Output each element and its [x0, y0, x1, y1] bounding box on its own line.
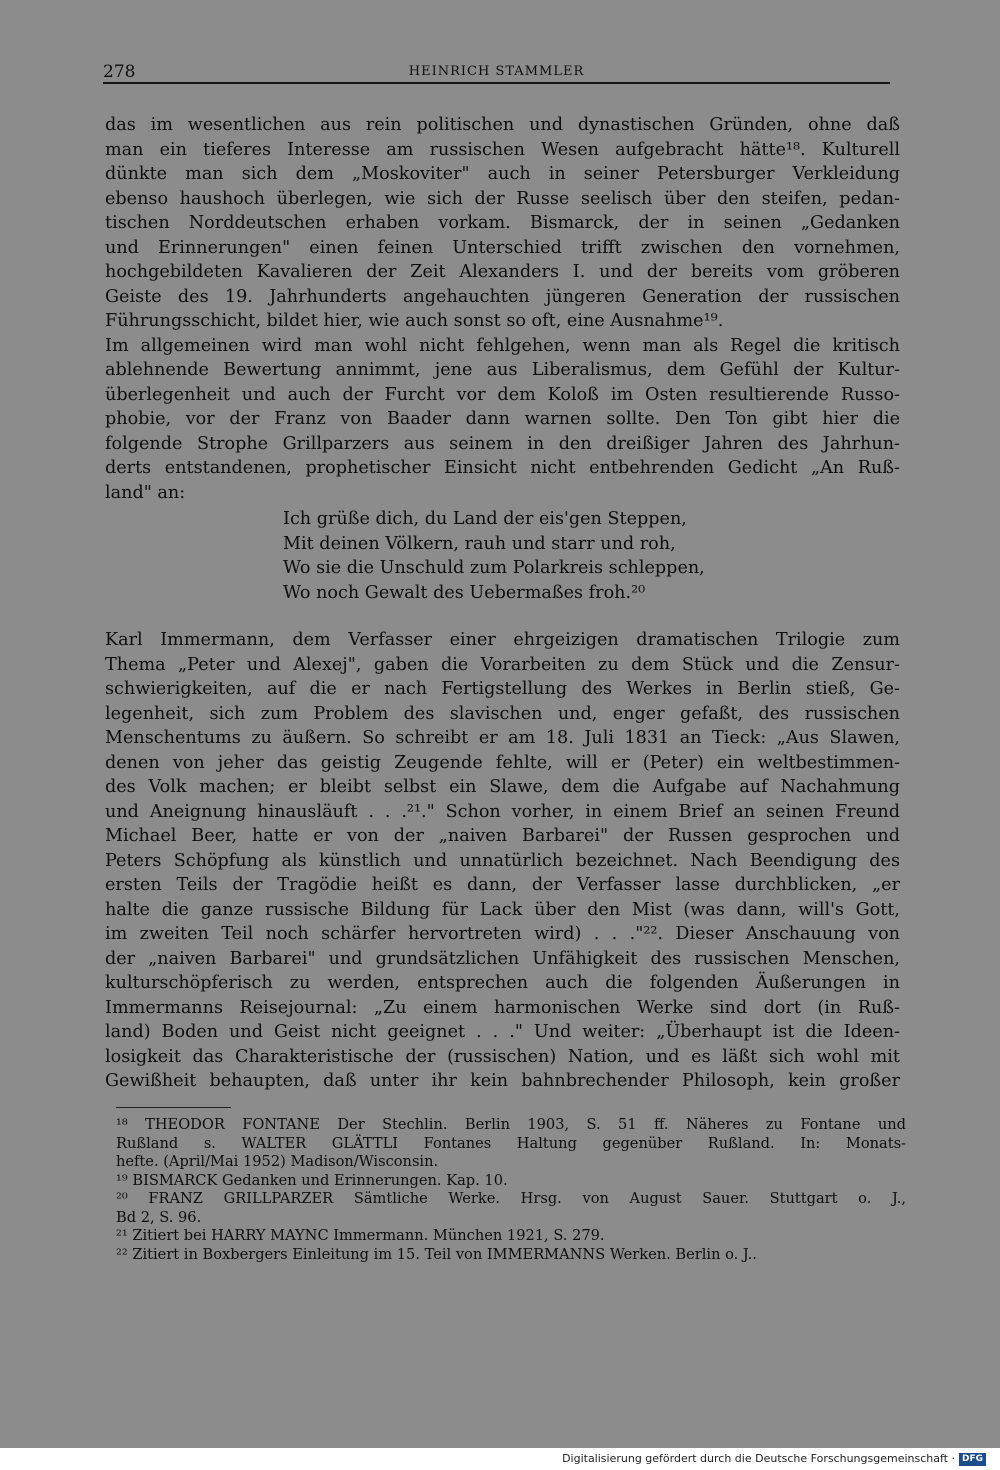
text-line: land) Boden und Geist nicht geeignet . . ." Und weiter: „Überhaupt ist die Ideen- — [105, 1022, 900, 1042]
footnote-line: ²¹ Zitiert bei HARRY MAYNC Immermann. München 1921, S. 279. — [116, 1227, 605, 1244]
text-line: denen von jeher das geistig Zeugende fehlte, will er (Peter) ein weltbestimmen- — [105, 752, 900, 773]
footnotes — [116, 1116, 906, 1264]
text-line: im zweiten Teil noch schärfer hervortreten wird) . . ."²². Dieser Anschauung von — [105, 924, 900, 944]
text-line: schwierigkeiten, auf die er nach Fertigstellung des Werkes in Berlin stieß, Ge- — [105, 679, 900, 699]
text-line: und Aneignung hinausläuft . . .²¹." Schon vorher, in einem Brief an seinen Freund — [105, 801, 900, 822]
text-line: Im allgemeinen wird man wohl nicht fehlgehen, wenn man als Regel die kritisch — [105, 335, 900, 356]
footnote-line: Rußland s. WALTER GLÄTTLI Fontanes Haltung gegenüber Rußland. In: Monats- — [116, 1134, 906, 1152]
text-line: Thema „Peter und Alexej", gaben die Vorarbeiten zu dem Stück und die Zensur- — [105, 654, 900, 675]
text-line: überlegenheit und auch der Furcht vor dem Koloß im Osten resultierende Russo- — [105, 384, 900, 405]
footnote-divider — [116, 1107, 231, 1108]
text-line: losigkeit das Charakteristische der (russischen) Nation, und es läßt sich wohl mit — [105, 1046, 900, 1067]
text-line: und Erinnerungen" einen feinen Unterschied trifft zwischen den vornehmen, — [105, 237, 900, 258]
text-line: ebenso haushoch überlegen, wie sich der Russe seelisch über den steifen, pedan- — [105, 188, 900, 209]
verse-line: Wo noch Gewalt des Uebermaßes froh.²⁰ — [283, 582, 646, 603]
text-line: das im wesentlichen aus rein politischen und dynastischen Gründen, ohne daß — [105, 115, 900, 135]
text-line: tischen Norddeutschen erhaben vorkam. Bismarck, der in seinen „Gedanken — [105, 213, 900, 233]
footnote-line: ¹⁸ THEODOR FONTANE Der Stechlin. Berlin 1903, S. 51 ff. Näheres zu Fontane und — [116, 1116, 906, 1133]
text-line: Menschentums zu äußern. So schreibt er am 18. Juli 1831 an Tieck: „Aus Slawen, — [105, 728, 900, 748]
text-line: legenheit, sich zum Problem des slavischen und, enger gefaßt, des russischen — [105, 703, 900, 724]
credit-text: Digitalisierung gefördert durch die Deutsche Forschungsgemeinschaft · — [562, 1452, 955, 1465]
text-line: derts entstandenen, prophetischer Einsicht nicht entbehrenden Gedicht „An Ruß- — [105, 458, 900, 478]
text-line: des Volk machen; er bleibt selbst ein Slawe, dem die Aufgabe auf Nachahmung — [105, 777, 900, 797]
text-line: Geiste des 19. Jahrhunderts angehauchten jüngeren Generation der russischen — [105, 286, 900, 307]
paragraph-block-1 — [105, 113, 900, 505]
text-line: man ein tieferes Interesse am russischen Wesen aufgebracht hätte¹⁸. Kulturell — [105, 139, 900, 160]
text-line: ablehnende Bewertung annimmt, jene aus Liberalismus, dem Gefühl der Kultur- — [105, 360, 900, 380]
page-number: 278 — [103, 62, 136, 82]
text-line: Führungsschicht, bildet hier, wie auch sonst so oft, eine Ausnahme¹⁹. — [105, 311, 724, 331]
footnote-line: ²⁰ FRANZ GRILLPARZER Sämtliche Werke. Hrsg. von August Sauer. Stuttgart o. J., — [116, 1190, 906, 1207]
text-line: ersten Teils der Tragödie heißt es dann, der Verfasser lasse durchblicken, „er — [105, 875, 900, 895]
text-line: dünkte man sich dem „Moskoviter" auch in seiner Petersburger Verkleidung — [105, 164, 900, 184]
text-line: hochgebildeten Kavalieren der Zeit Alexanders I. und der bereits vom gröberen — [105, 262, 900, 282]
footnote-line: hefte. (April/Mai 1952) Madison/Wisconsin. — [116, 1153, 439, 1170]
text-line: kulturschöpferisch zu werden, entsprechen auch die folgenden Äußerungen in — [105, 973, 900, 993]
footnote-line: ²² Zitiert in Boxbergers Einleitung im 15. Teil von IMMERMANNS Werken. Berlin o. J.. — [116, 1245, 757, 1263]
text-line: folgende Strophe Grillparzers aus seinem in den dreißiger Jahren des Jahrhun- — [105, 433, 900, 454]
text-line: phobie, vor der Franz von Baader dann warnen sollte. Den Ton gibt hier die — [105, 409, 900, 429]
paragraph-block-2 — [105, 628, 900, 1094]
text-line: Peters Schöpfung als künstlich und unnatürlich bezeichnet. Nach Beendigung des — [105, 850, 900, 871]
footnote-line: Bd 2, S. 96. — [116, 1208, 202, 1226]
verse-line: Ich grüße dich, du Land der eis'gen Steppen, — [283, 509, 687, 529]
text-line: halte die ganze russische Bildung für Lack über den Mist (was dann, will's Gott, — [105, 899, 900, 920]
text-line: land" an: — [105, 482, 186, 503]
footnote-line: ¹⁹ BISMARCK Gedanken und Erinnerungen. Kap. 10. — [116, 1171, 508, 1189]
text-line: der „naiven Barbarei" und grundsätzlichen Unfähigkeit des russischen Menschen, — [105, 948, 900, 969]
text-line: Michael Beer, hatte er von der „naiven Barbarei" der Russen gesprochen und — [105, 826, 900, 846]
dfg-logo: DFG — [959, 1453, 986, 1466]
verse-quote — [283, 507, 803, 605]
running-head: HEINRICH STAMMLER — [408, 64, 585, 79]
text-line: Karl Immermann, dem Verfasser einer ehrgeizigen dramatischen Trilogie zum — [105, 630, 900, 650]
verse-line: Mit deinen Völkern, rauh und starr und roh, — [283, 533, 676, 554]
text-line: Gewißheit behaupten, daß unter ihr kein bahnbrechender Philosoph, kein großer — [105, 1071, 900, 1091]
text-line: Immermanns Reisejournal: „Zu einem harmonischen Werke sind dort (in Ruß- — [105, 997, 900, 1018]
verse-line: Wo sie die Unschuld zum Polarkreis schleppen, — [283, 558, 705, 578]
digitization-credit — [562, 1452, 986, 1466]
page-header — [103, 60, 890, 84]
